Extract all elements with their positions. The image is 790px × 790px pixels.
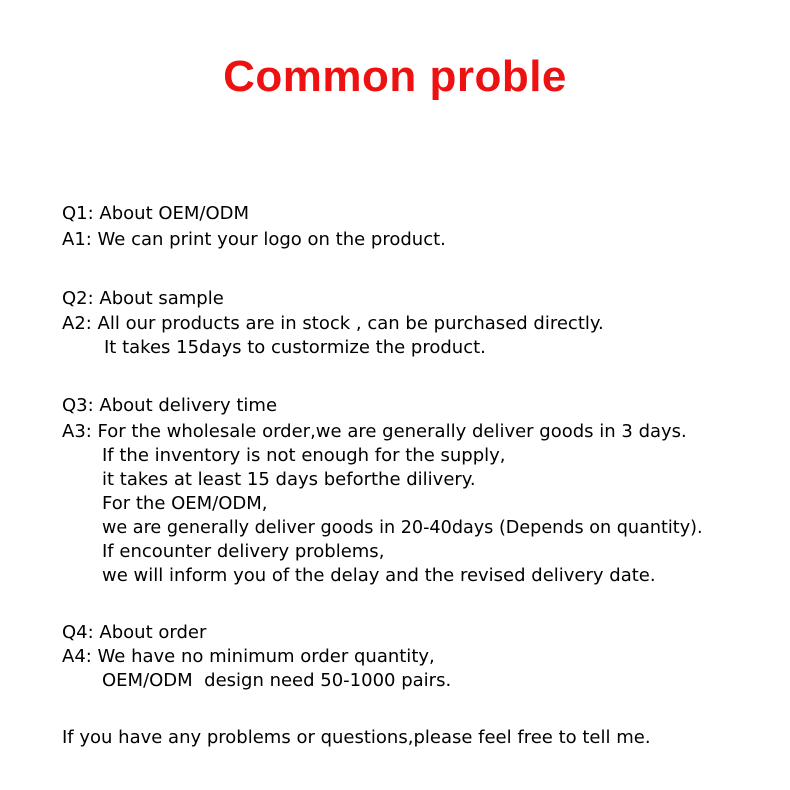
- answer-3-continuation: it takes at least 15 days beforthe dilivery.: [102, 469, 476, 490]
- answer-4-continuation: OEM/ODM design need 50-1000 pairs.: [102, 670, 452, 691]
- answer-2: A2: All our products are in stock , can be purchased directly.: [62, 313, 604, 334]
- answer-3-continuation: If encounter delivery problems,: [102, 541, 385, 562]
- answer-3-continuation: we will inform you of the delay and the revised delivery date.: [102, 565, 656, 586]
- question-3: Q3: About delivery time: [62, 395, 278, 416]
- answer-3-continuation: If the inventory is not enough for the supply,: [102, 445, 506, 466]
- answer-2-continuation: It takes 15days to custormize the product.: [104, 337, 486, 358]
- answer-3-continuation: For the OEM/ODM,: [102, 493, 268, 514]
- answer-3-continuation: we are generally deliver goods in 20-40days (Depends on quantity).: [102, 518, 703, 538]
- answer-3: A3: For the wholesale order,we are generally deliver goods in 3 days.: [62, 421, 687, 442]
- question-4: Q4: About order: [62, 622, 207, 643]
- answer-4: A4: We have no minimum order quantity,: [62, 646, 435, 667]
- answer-1: A1: We can print your logo on the product.: [62, 229, 446, 250]
- question-2: Q2: About sample: [62, 288, 224, 309]
- question-1: Q1: About OEM/ODM: [62, 203, 250, 224]
- page-title: Common proble: [223, 52, 567, 101]
- footer-note: If you have any problems or questions,please feel free to tell me.: [62, 727, 651, 748]
